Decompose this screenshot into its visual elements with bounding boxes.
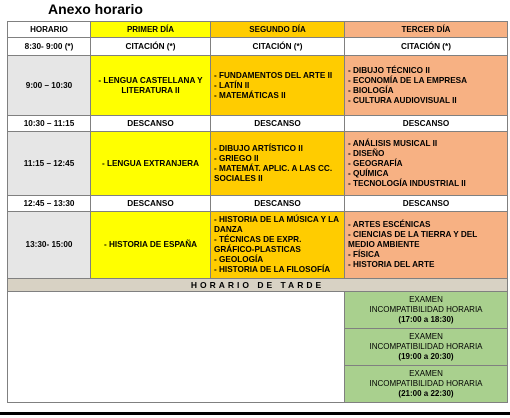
time-cell: 9:00 – 10:30 bbox=[8, 56, 91, 116]
subject-list bbox=[214, 71, 341, 101]
subject-item: - MATEMÁTICAS II bbox=[214, 90, 286, 100]
header-row bbox=[8, 22, 508, 38]
slot2-day2 bbox=[211, 132, 345, 196]
exam-hours: (19:00 a 20:30) bbox=[398, 352, 454, 361]
time-cell: 10:30 – 11:15 bbox=[8, 116, 91, 132]
exam-line1: EXAMEN bbox=[409, 332, 443, 341]
subject-list bbox=[348, 139, 504, 189]
time-cell: 13:30- 15:00 bbox=[8, 212, 91, 279]
slot1-day3 bbox=[345, 56, 508, 116]
tarde-label: HORARIO DE TARDE bbox=[8, 279, 508, 292]
break1-row bbox=[8, 116, 508, 132]
subject-item: - GEOGRAFÍA bbox=[348, 158, 403, 168]
subject-item: - DISEÑO bbox=[348, 148, 385, 158]
exam-cell bbox=[345, 329, 508, 366]
break-label: DESCANSO bbox=[345, 196, 508, 212]
time-cell: 11:15 – 12:45 bbox=[8, 132, 91, 196]
slot2-day1: - LENGUA EXTRANJERA bbox=[91, 132, 211, 196]
subject-item: - DIBUJO ARTÍSTICO II bbox=[214, 143, 303, 153]
subject-list bbox=[348, 66, 504, 106]
exam-hours: (21:00 a 22:30) bbox=[398, 389, 454, 398]
subject-item: - BIOLOGÍA bbox=[348, 85, 394, 95]
header-day3: TERCER DÍA bbox=[345, 22, 508, 38]
subject-item: - HISTORIA DEL ARTE bbox=[348, 260, 435, 269]
break-label: DESCANSO bbox=[211, 116, 345, 132]
exam-hours: (17:00 a 18:30) bbox=[398, 315, 454, 324]
subject-item: - HISTORIA DE LA MÚSICA Y LA DANZA bbox=[214, 215, 339, 234]
subject-item: - ARTES ESCÉNICAS bbox=[348, 220, 431, 229]
exam-line2: INCOMPATIBILIDAD HORARIA bbox=[369, 305, 483, 314]
subject-item: - GRIEGO II bbox=[214, 153, 259, 163]
subject-item: - ECONOMÍA DE LA EMPRESA bbox=[348, 75, 468, 85]
slot3-day3 bbox=[345, 212, 508, 279]
break-label: DESCANSO bbox=[91, 196, 211, 212]
slot1-row bbox=[8, 56, 508, 116]
break-label: DESCANSO bbox=[211, 196, 345, 212]
exam-line2: INCOMPATIBILIDAD HORARIA bbox=[369, 379, 483, 388]
subject-item: - FÍSICA bbox=[348, 250, 380, 259]
header-day2: SEGUNDO DÍA bbox=[211, 22, 345, 38]
exam-cell bbox=[345, 366, 508, 403]
subject-list bbox=[214, 144, 341, 184]
exam-line2: INCOMPATIBILIDAD HORARIA bbox=[369, 342, 483, 351]
citacion-day1: CITACIÓN (*) bbox=[91, 38, 211, 56]
bottom-rule bbox=[0, 412, 510, 415]
subject-list bbox=[214, 215, 341, 275]
slot2-row bbox=[8, 132, 508, 196]
subject-item: - GEOLOGÍA bbox=[214, 255, 264, 264]
exam-cell bbox=[345, 292, 508, 329]
subject-list bbox=[348, 220, 504, 270]
exam-row bbox=[8, 292, 508, 329]
slot3-day1: - HISTORIA DE ESPAÑA bbox=[91, 212, 211, 279]
break-label: DESCANSO bbox=[345, 116, 508, 132]
break2-row bbox=[8, 196, 508, 212]
header-horario: HORARIO bbox=[8, 22, 91, 38]
empty-area bbox=[8, 292, 345, 403]
subject-item: - CIENCIAS DE LA TIERRA Y DEL MEDIO AMBIENTE bbox=[348, 230, 478, 249]
citacion-day2: CITACIÓN (*) bbox=[211, 38, 345, 56]
subject-item: - TECNOLOGÍA INDUSTRIAL II bbox=[348, 178, 466, 188]
tarde-row bbox=[8, 279, 508, 292]
subject-item: - CULTURA AUDIOVISUAL II bbox=[348, 95, 457, 105]
schedule-table bbox=[7, 21, 508, 403]
page-title: Anexo horario bbox=[48, 1, 143, 17]
subject-item: - LATÍN II bbox=[214, 80, 250, 90]
subject-item: - FUNDAMENTOS DEL ARTE II bbox=[214, 70, 333, 80]
subject-item: - MATEMÁT. APLIC. A LAS CC. SOCIALES II bbox=[214, 163, 333, 183]
slot1-day2 bbox=[211, 56, 345, 116]
break-label: DESCANSO bbox=[91, 116, 211, 132]
exam-line1: EXAMEN bbox=[409, 369, 443, 378]
subject-item: - DIBUJO TÉCNICO II bbox=[348, 65, 430, 75]
citacion-day3: CITACIÓN (*) bbox=[345, 38, 508, 56]
subject-item: - QUÍMICA bbox=[348, 168, 389, 178]
subject-item: - TÉCNICAS DE EXPR. GRÁFICO-PLASTICAS bbox=[214, 235, 302, 254]
header-day1: PRIMER DÍA bbox=[91, 22, 211, 38]
exam-line1: EXAMEN bbox=[409, 295, 443, 304]
slot3-row bbox=[8, 212, 508, 279]
slot3-day2 bbox=[211, 212, 345, 279]
citacion-row bbox=[8, 38, 508, 56]
time-cell: 12:45 – 13:30 bbox=[8, 196, 91, 212]
subject-item: - HISTORIA DE LA FILOSOFÍA bbox=[214, 265, 331, 274]
subject-item: - ANÁLISIS MUSICAL II bbox=[348, 138, 438, 148]
slot1-day1: - LENGUA CASTELLANA Y LITERATURA II bbox=[91, 56, 211, 116]
time-cell: 8:30- 9:00 (*) bbox=[8, 38, 91, 56]
slot2-day3 bbox=[345, 132, 508, 196]
